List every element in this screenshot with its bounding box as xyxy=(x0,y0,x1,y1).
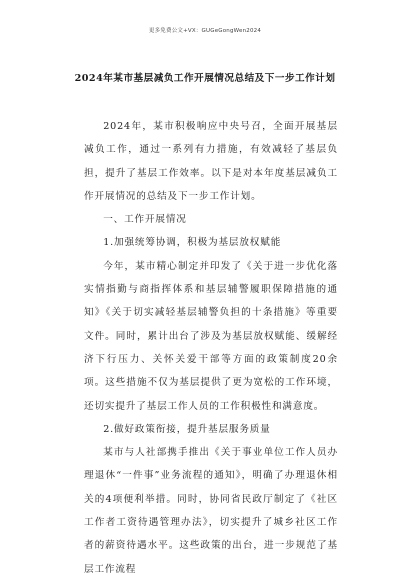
body-paragraph: 今年，某市精心制定并印发了《关于进一步优化落实情指勤与商指挥体系和基层辅警履职保障措施的通知》《关于切实减轻基层辅警负担的十条措施》等重要文件。同时，累计出台了涉及为基层放权赋能、缓解经济下行压力、关怀关爱干部等方面的政策制度20余项。这些措施不仅为基层提供了更为宽松的工作环境，还切实提升了基层工作人员的工作积极性和满意度。 xyxy=(84,260,338,412)
subsection-heading: 1.加强统筹协调，积极为基层放权赋能 xyxy=(103,237,282,249)
document-body xyxy=(84,115,338,581)
watermark-text: 更多免费公文+VX：GUGeGongWen2024 xyxy=(148,28,262,34)
subsection-heading: 2.做好政策衔接，提升基层服务质量 xyxy=(103,423,271,435)
section-heading: 一、工作开展情况 xyxy=(103,214,187,226)
document-title: 2024年某市基层减负工作开展情况总结及下一步工作计划 xyxy=(74,73,336,84)
body-paragraph: 某市与人社部携手推出《关于事业单位工作人员办理退休“一件事”业务流程的通知》，明确了办理退休相关的4项便利举措。同时，协同省民政厅制定了《社区工作者工资待遇管理办法》，切实提升了城乡社区工作者的薪资待遇水平。这些政策的出台，进一步规范了基层工作流程 xyxy=(84,447,338,575)
intro-paragraph: 2024年，某市积极响应中央号召，全面开展基层减负工作，通过一系列有力措施，有效减轻了基层负担，提升了基层工作效率。以下是对本年度基层减负工作开展情况的总结及下一步工作计划。 xyxy=(84,121,338,202)
